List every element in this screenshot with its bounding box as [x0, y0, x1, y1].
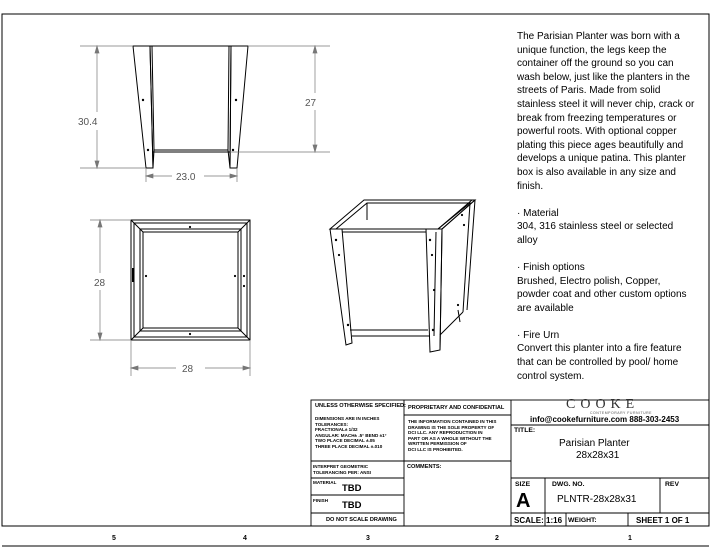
drawing-title: Parisian Planter	[559, 438, 630, 449]
proprietary-line: WRITTEN PERMISSION OF	[408, 441, 467, 447]
zone-label-1: 1	[628, 535, 632, 542]
company-logo: COOKE	[566, 397, 640, 412]
finish-value: TBD	[342, 500, 362, 511]
comments-label: COMMENTS:	[407, 464, 442, 470]
dwg-number: PLNTR-28x28x31	[557, 494, 637, 505]
tolerance-line: FRACTIONAL± 1/32	[315, 427, 358, 433]
tolerance-line: THREE PLACE DECIMAL ±.010	[315, 443, 383, 449]
proprietary-line: DCI LLC. ANY REPRODUCTION IN	[408, 430, 483, 436]
scale-label: SCALE: 1:16	[514, 516, 563, 525]
sheet-label: SHEET 1 OF 1	[636, 516, 690, 525]
dim-top-width: 28	[182, 364, 194, 375]
company-contact: info@cookefurniture.com 888-303-2453	[530, 415, 680, 424]
zone-label-2: 2	[495, 535, 499, 542]
tolerances-block	[315, 416, 387, 450]
proprietary-text	[408, 419, 496, 453]
material-text: 304, 316 stainless steel or selected alloy	[517, 221, 674, 246]
interpret-block	[313, 464, 371, 475]
finish-heading: · Finish options	[517, 261, 585, 273]
weight-label: WEIGHT:	[568, 517, 597, 524]
tolerance-line: TOLERANCES:	[315, 421, 349, 427]
zone-label-5: 5	[112, 535, 116, 542]
fire-section	[517, 329, 695, 383]
tolerance-line: DIMENSIONS ARE IN INCHES	[315, 416, 380, 421]
rev-label: REV	[665, 481, 679, 488]
size-label: SIZE	[515, 481, 531, 488]
dim-front-height-overall: 30.4	[78, 117, 98, 128]
unless-label: UNLESS OTHERWISE SPECIFIED:	[315, 403, 406, 409]
product-description	[517, 30, 695, 397]
drawing-subtitle: 28x28x31	[576, 450, 620, 461]
finish-text: Brushed, Electro polish, Copper, powder coat and other custom options are available	[517, 275, 687, 314]
proprietary-line: DCI LLC IS PROHIBITED.	[408, 446, 463, 452]
finish-label: FINISH	[313, 498, 329, 503]
fire-text: Convert this planter into a fire feature that can be controlled by pool/ home control system.	[517, 343, 682, 382]
top-dim-lines	[90, 220, 250, 376]
tolerance-line: ANGULAR: MACH± .5° BEND ±1°	[315, 432, 387, 438]
proprietary-line: THE INFORMATION CONTAINED IN THIS	[408, 419, 497, 424]
zone-label-4: 4	[243, 535, 247, 542]
isometric-view	[330, 200, 475, 352]
proprietary-line: PART OR AS A WHOLE WITHOUT THE	[408, 435, 492, 441]
no-scale-note: DO NOT SCALE DRAWING	[326, 517, 397, 523]
fire-heading: · Fire Urn	[517, 329, 560, 341]
tolerance-line: TWO PLACE DECIMAL ±.05	[315, 438, 375, 444]
interpret-line: INTERPRET GEOMETRIC	[313, 464, 369, 469]
front-dim-lines	[80, 46, 330, 182]
material-label: MATERIAL	[313, 480, 337, 485]
title-label: TITLE:	[514, 427, 536, 434]
dwg-label: DWG. NO.	[552, 481, 585, 488]
size-value: A	[516, 490, 531, 512]
zone-label-3: 3	[366, 535, 370, 542]
material-section	[517, 207, 695, 248]
top-view	[131, 220, 250, 340]
proprietary-line: DRAWING IS THE SOLE PROPERTY OF	[408, 424, 495, 430]
dim-front-height-box: 27	[305, 98, 317, 109]
description-intro: The Parisian Planter was born with a unique function, the legs keep the container off the ground so you can wash below, just like the planters in the streets of Paris. Made from solid stainless steel it will never chip, crack or break from freezing temperatures or powerful roots. With optional copper plating this piece ages beautifully and develops a unique patina. This planter box is also available in any size and finish.	[517, 31, 695, 192]
dim-top-depth: 28	[94, 278, 106, 289]
finish-section	[517, 261, 695, 315]
proprietary-title: PROPRIETARY AND CONFIDENTIAL	[408, 405, 505, 411]
material-heading: · Material	[517, 207, 559, 219]
dim-front-width: 23.0	[176, 172, 196, 183]
front-view	[133, 46, 248, 168]
interpret-line: TOLERANCING PER: ANSI	[313, 469, 371, 475]
company-tagline: CONTEMPORARY FURNITURE	[590, 411, 653, 415]
material-value: TBD	[342, 483, 362, 494]
